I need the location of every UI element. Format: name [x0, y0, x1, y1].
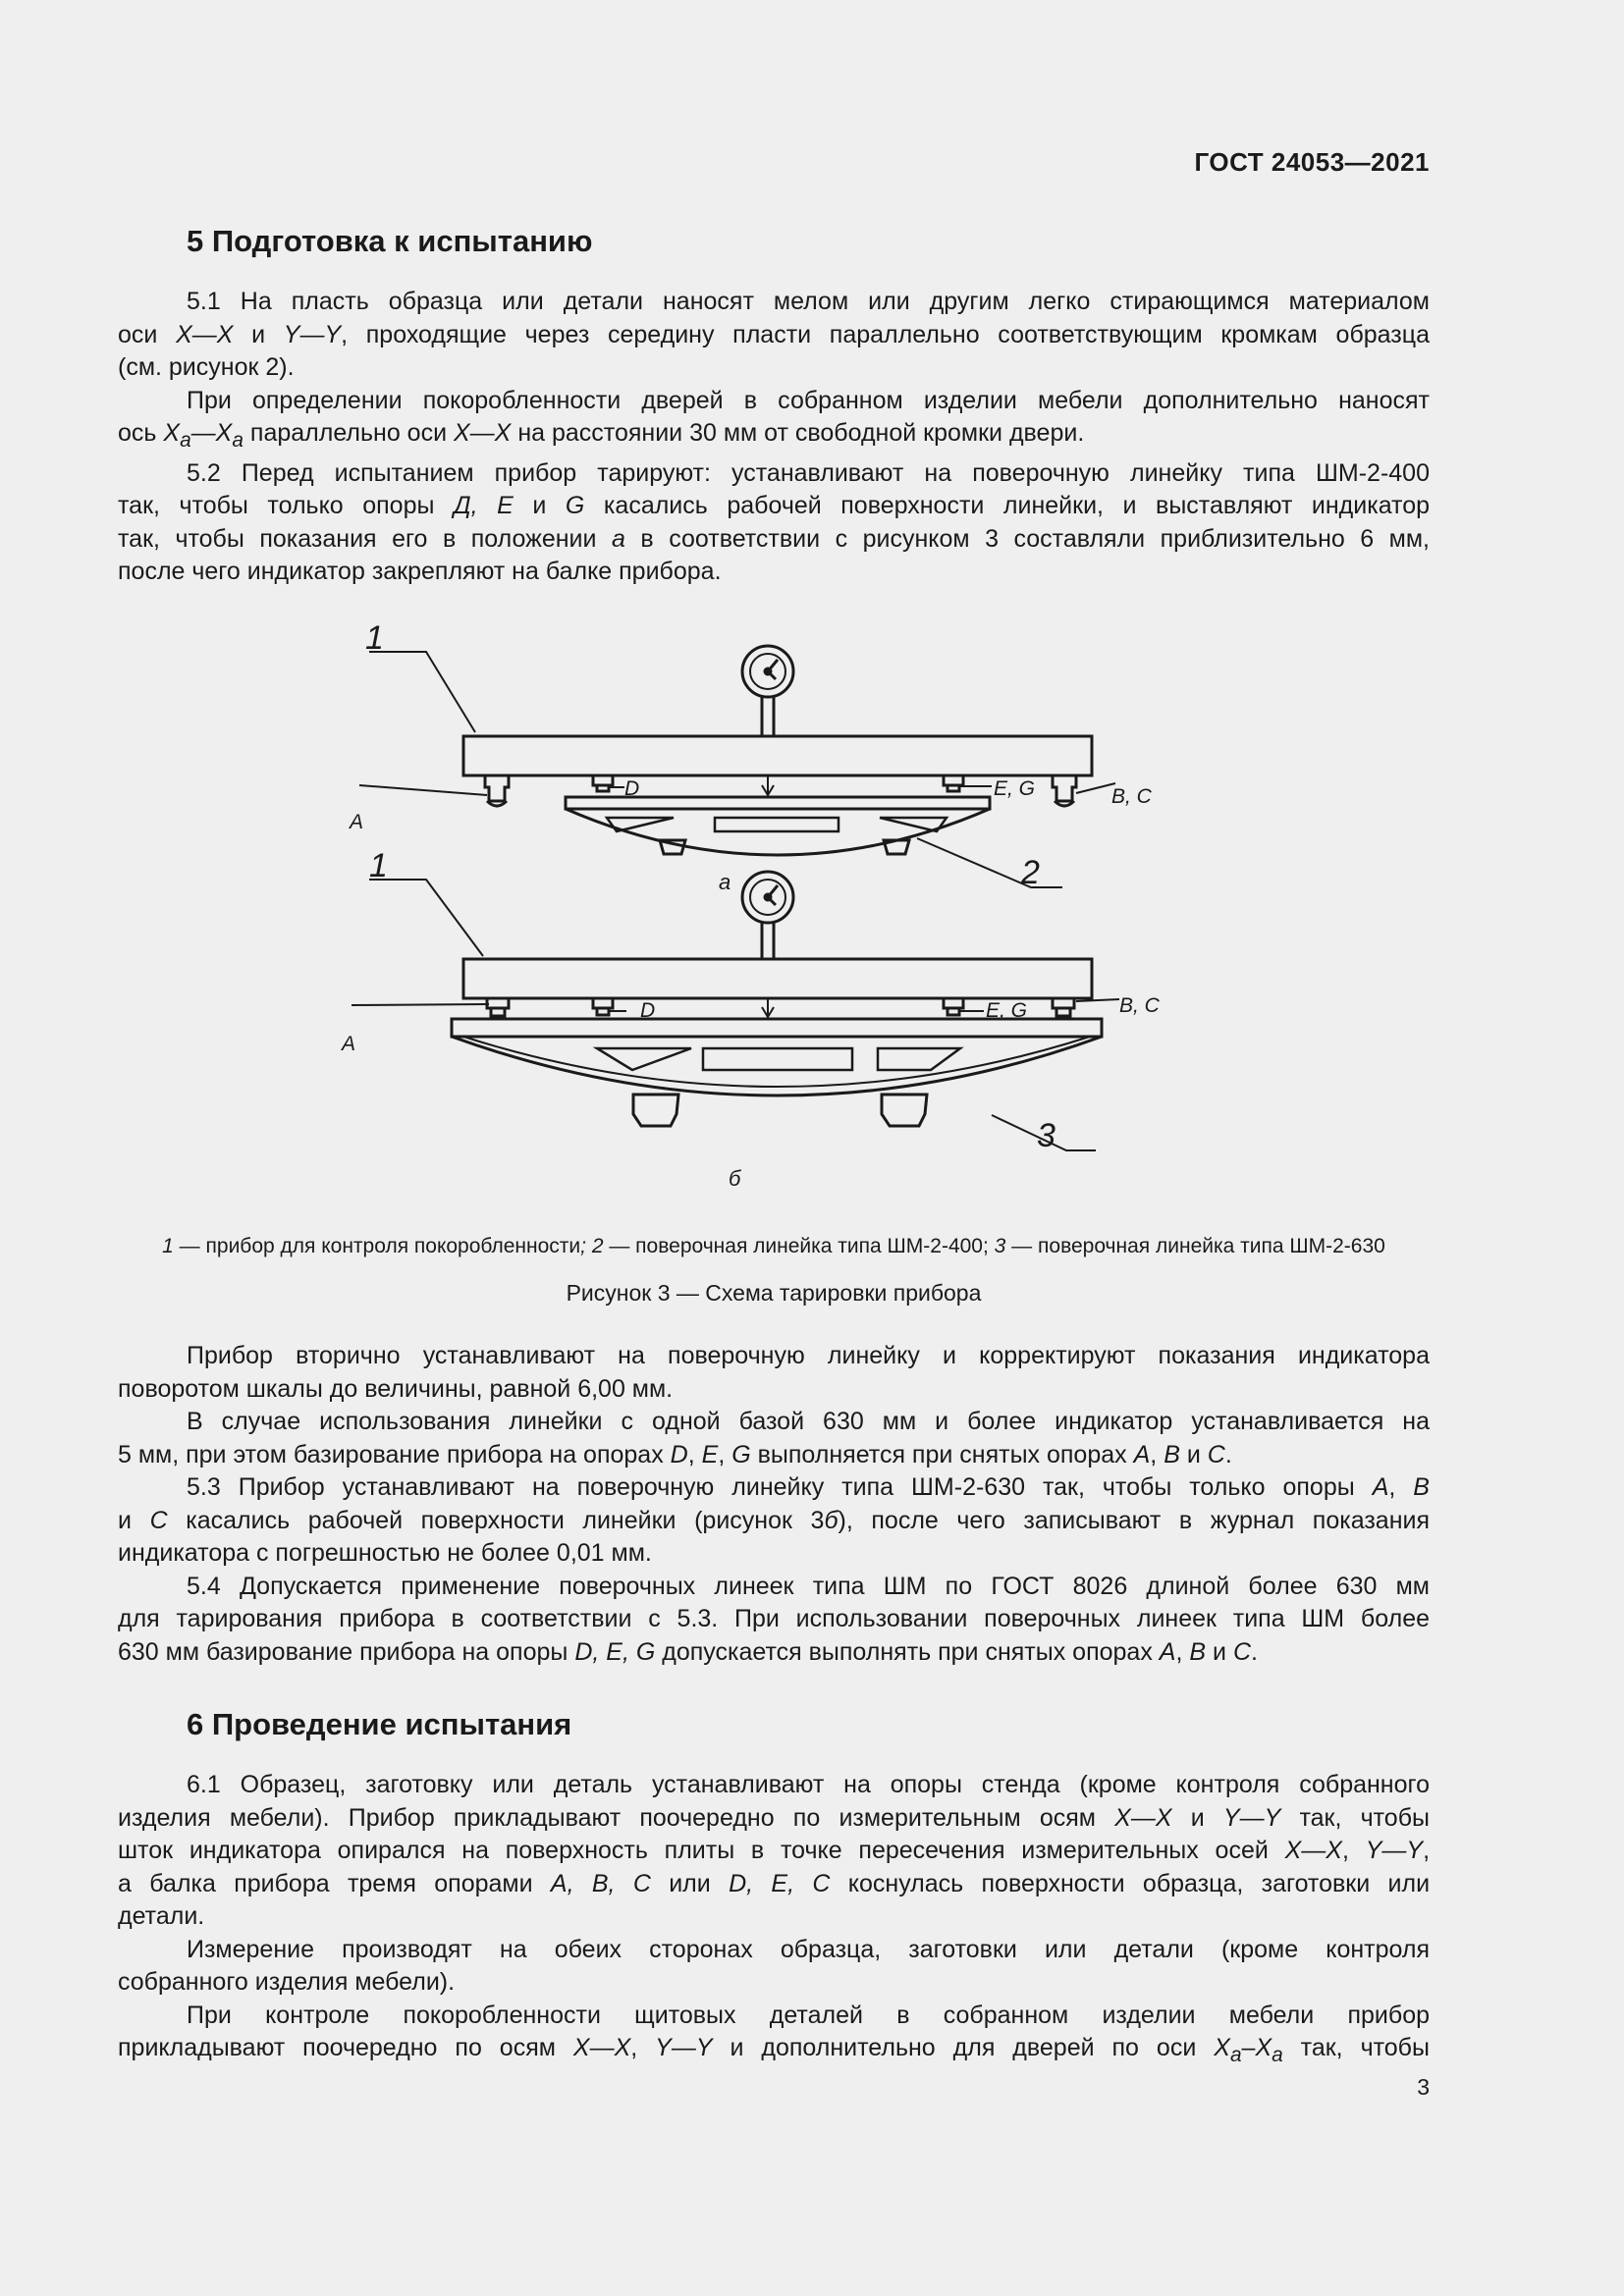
label-a-bottom: A [342, 1033, 356, 1055]
paragraph-5-2: 5.2 Перед испытанием прибор тарируют: устанавливают на поверочную линейку типа ШМ-2-400 так, чтобы только опоры Д, Е и G касались рабочей поверхности линейки, и выставляют индикатор так, чтобы показания его в положении а в соответствии с рисунком 3 составляли приблизительно 6 мм, после чего индикатор закрепляют на балке прибора. [118, 458, 1431, 585]
support-a [485, 775, 509, 801]
paragraph-6-1-both-sides: Измерение производят на обеих сторонах образца, заготовки или детали (кроме контроля собранного изделия мебели). [118, 1935, 1430, 1996]
paragraph-5-1-doors: При определении покоробленности дверей в собранном изделии мебели дополнительно наносят ось $X_a—X_a$ параллельно оси X—X на расстоянии 30 мм от свободной кромки двери. [118, 386, 1430, 452]
label-1-top: 1 [365, 619, 384, 657]
label-eg-bottom: E, G [986, 999, 1028, 1022]
paragraph-630-base: В случае использования линейки с одной базой 630 мм и более индикатор устанавливается на 5 мм, при этом базирование прибора на опорах D, E, G выполняется при снятых опорах А, В и С. [118, 1408, 1430, 1468]
figure-legend: 1 — прибор для контроля покоробленности; 2 — поверочная линейка типа ШМ-2-400; 3 — поверочная линейка типа ШМ-2-630 [162, 1235, 1385, 1257]
sublabel-b: б [729, 1166, 741, 1191]
paragraph-5-1: 5.1 На пласть образца или детали наносят мелом или другим легко стирающимся материалом оси X—X и Y—Y, проходящие через середину пласти параллельно соответствующим кромкам образца (см. рисунок 2). [118, 288, 1430, 381]
label-3: 3 [1037, 1117, 1056, 1154]
section-6-title: 6 Проведение испытания [187, 1707, 572, 1741]
paragraph-5-3: 5.3 Прибор устанавливают на поверочную линейку типа ШМ-2-630 так, чтобы только опоры А, В и С касались рабочей поверхности линейки (рисунок 3б), после чего записывают в журнал показания индикатора с погрешностью не более 0,01 мм. [118, 1473, 1431, 1567]
label-eg-top: E, G [994, 777, 1036, 800]
document-code: ГОСТ 24053—2021 [1194, 147, 1430, 177]
page-number: 3 [1417, 2074, 1430, 2100]
label-bc-top: B, C [1111, 785, 1152, 808]
support-bc [1053, 775, 1076, 801]
label-d-bottom: D [640, 999, 656, 1022]
paragraph-5-4: 5.4 Допускается применение поверочных линеек типа ШМ по ГОСТ 8026 длиной более 630 мм для тарирования прибора в соответствии с 5.3. При использовании поверочных линеек типа ШМ более 630 мм базирование прибора на опоры D, E, G допускается выполнять при снятых опорах А, В и С. [118, 1572, 1430, 1666]
figure-caption: Рисунок 3 — Схема тарировки прибора [566, 1280, 982, 1306]
paragraph-6-1-assembled: При контроле покоробленности щитовых деталей в собранном изделии мебели прибор прикладывают поочередно по осям X—X, Y—Y и дополнительно для дверей по оси $X_a-X_a$ так, чтобы [118, 2001, 1430, 2066]
label-bc-bottom: B, C [1119, 994, 1160, 1017]
label-2: 2 [1021, 854, 1040, 891]
section-5-body [118, 286, 1430, 589]
section-6-body [118, 1769, 1430, 2072]
label-a-top: A [350, 811, 364, 833]
instrument-beam [463, 959, 1092, 998]
section-5-title: 5 Подготовка к испытанию [187, 224, 593, 258]
assembly-a [463, 646, 1092, 855]
instrument-beam [463, 736, 1092, 775]
figure-3-diagram [342, 616, 1160, 1194]
paragraph-6-1: 6.1 Образец, заготовку или деталь устанавливают на опоры стенда (кроме контроля собранного изделия мебели). Прибор прикладывают поочередно по измерительным осям X—X и Y—Y так, чтобы шток индикатора опирался на поверхность плиты в точке пересечения измерительных осей X—X, Y—Y, а балка прибора тремя опорами A, B, C или D, E, C коснулась поверхности образца, заготовки или детали. [118, 1771, 1431, 1930]
label-d-top: D [624, 777, 640, 800]
sublabel-a: а [719, 870, 731, 894]
after-figure-body [118, 1340, 1430, 1669]
paragraph-recalibrate: Прибор вторично устанавливают на поверочную линейку и корректируют показания индикатора поворотом шкалы до величины, равной 6,00 мм. [118, 1342, 1430, 1403]
label-1-bottom: 1 [369, 847, 388, 884]
